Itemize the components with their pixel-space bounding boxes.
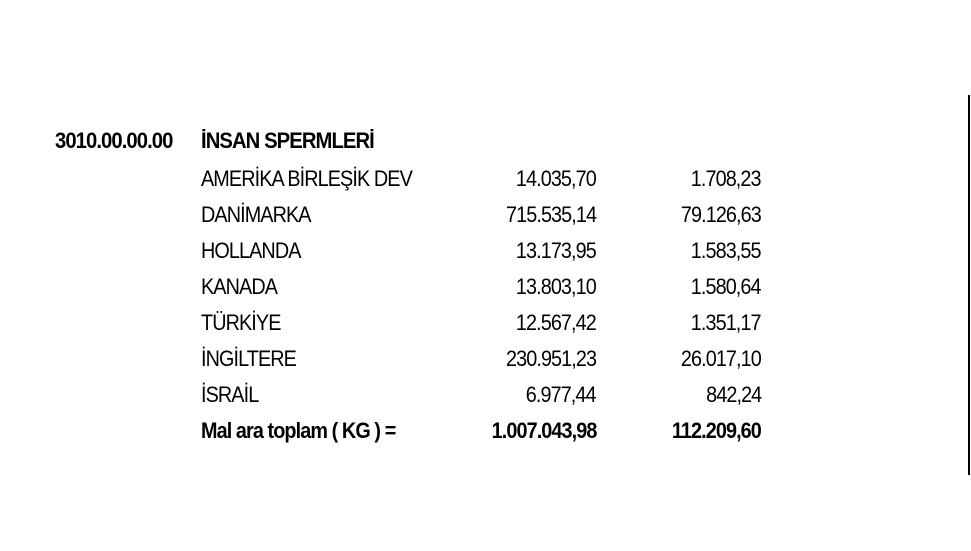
value-amount: 79.126,63 — [681, 202, 761, 227]
subtotal-kg: 1.007.043,98 — [491, 418, 596, 443]
table-row — [201, 234, 771, 270]
value-amount: 842,24 — [705, 382, 761, 407]
value-amount: 1.583,55 — [691, 238, 761, 263]
country-name: TÜRKİYE — [201, 310, 281, 335]
tariff-code: 3010.00.00.00 — [55, 128, 173, 153]
country-name: İSRAİL — [201, 382, 259, 407]
value-amount: 1.708,23 — [691, 166, 761, 191]
table-row — [201, 270, 771, 306]
section-title: İNSAN SPERMLERİ — [201, 128, 374, 153]
value-amount: 26.017,10 — [681, 346, 761, 371]
value-amount: 1.351,17 — [691, 310, 761, 335]
country-name: İNGİLTERE — [201, 346, 296, 371]
country-name: HOLLANDA — [201, 238, 301, 263]
kg-amount: 13.173,95 — [516, 238, 596, 263]
kg-amount: 14.035,70 — [516, 166, 596, 191]
country-name: DANİMARKA — [201, 202, 311, 227]
subtotal-value: 112.209,60 — [671, 418, 761, 443]
kg-amount: 12.567,42 — [516, 310, 596, 335]
table-row — [201, 342, 771, 378]
table-row — [201, 162, 771, 198]
table-row — [201, 198, 771, 234]
value-amount: 1.580,64 — [691, 274, 761, 299]
kg-amount: 715.535,14 — [505, 202, 596, 227]
country-table — [201, 162, 771, 450]
country-name: KANADA — [201, 274, 278, 299]
kg-amount: 230.951,23 — [505, 346, 596, 371]
kg-amount: 13.803,10 — [516, 274, 596, 299]
subtotal-label: Mal ara toplam ( KG ) = — [201, 418, 396, 443]
subtotal-row — [201, 414, 771, 450]
kg-amount: 6.977,44 — [526, 382, 596, 407]
table-row — [201, 306, 771, 342]
country-name: AMERİKA BİRLEŞİK DEV — [201, 166, 412, 191]
page-edge-rule — [968, 95, 970, 475]
table-row — [201, 378, 771, 414]
